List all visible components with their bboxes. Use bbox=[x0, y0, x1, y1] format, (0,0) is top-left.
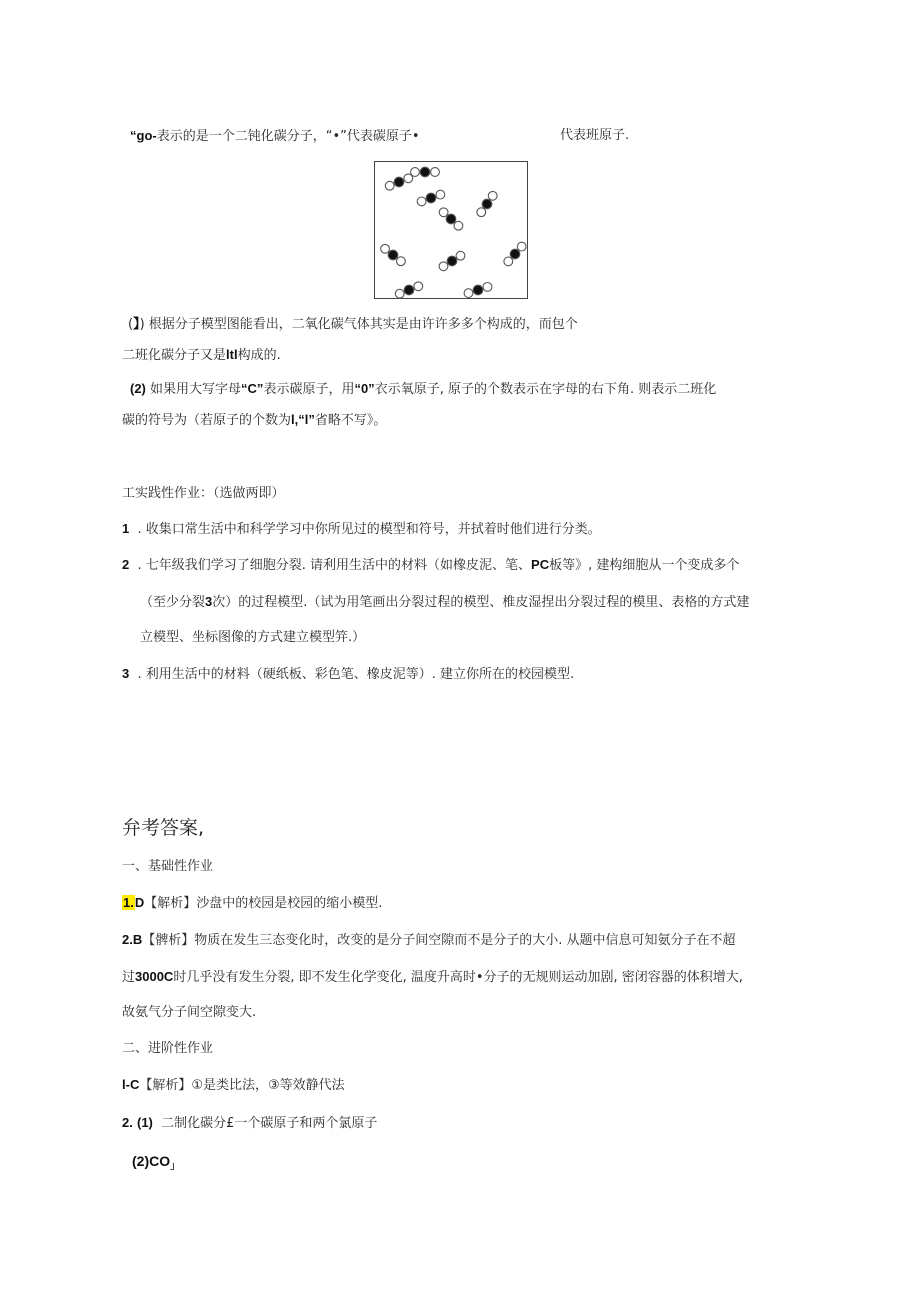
q1-l2a: 二班化碳分子又是 bbox=[122, 348, 227, 363]
oxygen-atom bbox=[464, 289, 473, 298]
intro-b: 表示的是一个二钝化碳分子，“ bbox=[156, 129, 333, 144]
q2-line2 bbox=[122, 411, 386, 430]
carbon-atom bbox=[420, 167, 430, 177]
carbon-atom bbox=[426, 193, 436, 203]
co2-molecule bbox=[417, 190, 445, 206]
practice-item-3 bbox=[122, 665, 574, 684]
carbon-atom bbox=[510, 249, 520, 259]
practice-item-2-line3: 立模型、坐标图像的方式建立模型笄.） bbox=[140, 630, 366, 645]
q1-l2b: ltl bbox=[226, 347, 238, 362]
practice-item-1-num: 1 bbox=[122, 521, 130, 536]
answer-b2 bbox=[122, 1114, 377, 1133]
oxygen-atom bbox=[439, 208, 448, 217]
intro-a: “go- bbox=[130, 128, 157, 143]
q2-l1b: 如果用大写字母 bbox=[150, 382, 242, 397]
practice-item-2-a: . 七年级我们学习了细胞分裂. 请利用生活中的材料（如橡皮泥、笔、 bbox=[137, 558, 532, 573]
oxygen-atom bbox=[454, 221, 463, 230]
carbon-atom bbox=[388, 250, 398, 260]
answer-b1 bbox=[122, 1076, 345, 1095]
q2-l1d: 表示碳原子，用 bbox=[263, 382, 355, 397]
oxygen-atom bbox=[411, 168, 420, 177]
oxygen-atom bbox=[504, 257, 513, 266]
answer-2-line3: 故氨气分子间空隙变大. bbox=[122, 1005, 257, 1020]
practice-item-3-num: 3 bbox=[122, 666, 130, 681]
carbon-atom bbox=[447, 256, 457, 266]
q1-line2 bbox=[122, 346, 281, 365]
co2-molecules-svg bbox=[375, 162, 529, 300]
co2-molecule bbox=[385, 174, 412, 190]
oxygen-atom bbox=[488, 191, 497, 200]
co2-molecule bbox=[411, 167, 440, 177]
practice-item-1 bbox=[122, 520, 601, 539]
answer-b2-part: (1) bbox=[136, 1115, 153, 1130]
carbon-atom bbox=[482, 199, 492, 209]
q1-l1b: 】 bbox=[133, 316, 140, 331]
oxygen-atom bbox=[395, 289, 404, 298]
practice-item-2-num: 2 bbox=[122, 557, 130, 572]
oxygen-atom bbox=[414, 282, 423, 291]
q2-l2b: l,“l” bbox=[291, 412, 315, 427]
oxygen-atom bbox=[456, 251, 465, 260]
co2-molecule-figure bbox=[374, 161, 528, 299]
co2-molecule bbox=[439, 251, 465, 270]
carbon-atom bbox=[404, 285, 414, 295]
answers-title: 弁考答案, bbox=[122, 817, 205, 839]
practice-title: 工实践性作业：（选做两即） bbox=[122, 486, 285, 501]
co2-molecule bbox=[395, 282, 422, 298]
answer-2-l2b: 3000C bbox=[135, 969, 174, 984]
co2-molecule bbox=[464, 283, 492, 298]
answer-b3-formula: (2)CO bbox=[132, 1153, 171, 1169]
q2-l1f: 衣示氧原子, 原子的个数表示在字母的右下角. 则表示二班化 bbox=[374, 382, 717, 397]
oxygen-atom bbox=[517, 242, 526, 251]
answer-2-text: 【髀析】物质在发生三态变化时，改变的是分子间空隙而不是分子的大小. 从题中信息可知氨分子在不超 bbox=[142, 933, 736, 948]
oxygen-atom bbox=[436, 190, 445, 199]
practice-item-2-l2b: 3 bbox=[205, 594, 213, 609]
q2-line1 bbox=[130, 380, 716, 399]
co2-molecule bbox=[439, 208, 463, 230]
q2-l2a: 碳的符号为（若原子的个数为 bbox=[122, 413, 292, 428]
q1-l1a: ( bbox=[128, 317, 134, 332]
answer-2 bbox=[122, 931, 736, 950]
practice-item-1-text: . 收集口常生活中和科学学习中你所见过的模型和符号，并拭着时他们进行分类。 bbox=[137, 522, 601, 537]
answer-2-l2a: 过 bbox=[122, 970, 136, 985]
practice-item-2-line2 bbox=[140, 593, 749, 612]
answer-b2-num: 2. bbox=[122, 1115, 133, 1130]
intro-tail: 代表班原子. bbox=[560, 128, 630, 143]
practice-item-2 bbox=[122, 556, 739, 575]
oxygen-atom bbox=[483, 283, 492, 292]
answer-1-num: 1. bbox=[123, 895, 134, 910]
oxygen-atom bbox=[439, 262, 448, 271]
answers-section-1: 一、基础性作业 bbox=[122, 859, 214, 874]
q2-l1a: (2) bbox=[130, 381, 146, 396]
oxygen-atom bbox=[417, 197, 426, 206]
answer-1-text: 【解析】沙盘中的校园是校园的缩小模型. bbox=[144, 896, 383, 911]
answer-1-choice: D bbox=[134, 895, 145, 910]
answer-2-num: 2.B bbox=[122, 932, 143, 947]
carbon-atom bbox=[473, 285, 483, 295]
answer-b2-text: 二制化碳分£一个碳原子和两个氯原子 bbox=[161, 1116, 378, 1131]
practice-item-3-text: . 利用生活中的材料（硬纸板、彩色笔、橡皮泥等）. 建立你所在的校园模型. bbox=[137, 667, 575, 682]
intro-d: ”代表碳原子• bbox=[340, 129, 420, 144]
practice-item-2-l2a: （至少分裂 bbox=[140, 595, 206, 610]
practice-item-2-c: 板等》, 建构细胞从一个变成多个 bbox=[549, 558, 740, 573]
q2-l1c: “C” bbox=[241, 381, 264, 396]
carbon-atom bbox=[446, 214, 456, 224]
answer-2-l2c: 时几乎没有发生分裂, 即不发生化学变化, 温度升高时•分子的无规则运动加剧, 密闭容器的体积增大, bbox=[173, 970, 743, 985]
carbon-atom bbox=[394, 177, 404, 187]
oxygen-atom bbox=[381, 244, 390, 253]
oxygen-atom bbox=[397, 257, 406, 266]
answer-1 bbox=[122, 894, 382, 913]
answer-b1-num: l-C bbox=[122, 1077, 140, 1092]
practice-item-2-b: PC bbox=[531, 557, 550, 572]
answer-b3-sub: 」 bbox=[170, 1161, 181, 1172]
intro-c: • bbox=[332, 129, 341, 144]
q2-l2c: 省略不写》。 bbox=[314, 413, 387, 428]
q1-l2c: 构成的. bbox=[237, 348, 281, 363]
answer-2-line2 bbox=[122, 968, 743, 987]
co2-molecule bbox=[504, 242, 526, 266]
answer-b1-text: 【解析】①是类比法，③等效静代法 bbox=[139, 1078, 345, 1093]
q1-line1 bbox=[128, 315, 578, 334]
practice-item-2-l2c: 次）的过程模型.（试为用笔画出分裂过程的模型、椎皮湿捏出分裂过程的模里、表格的方式建 bbox=[212, 595, 750, 610]
answers-section-2: 二、进阶性作业 bbox=[122, 1041, 214, 1056]
co2-molecule bbox=[477, 191, 497, 216]
q1-l1c: ) 根据分子模型图能看出，二氧化碳气体其实是由许许多多个构成的，而包个 bbox=[139, 317, 578, 332]
oxygen-atom bbox=[431, 168, 440, 177]
q2-l1e: “0” bbox=[354, 381, 375, 396]
intro-line bbox=[130, 127, 420, 146]
answer-b3 bbox=[132, 1152, 180, 1176]
co2-molecule bbox=[381, 244, 406, 265]
oxygen-atom bbox=[385, 181, 394, 190]
oxygen-atom bbox=[477, 208, 486, 217]
